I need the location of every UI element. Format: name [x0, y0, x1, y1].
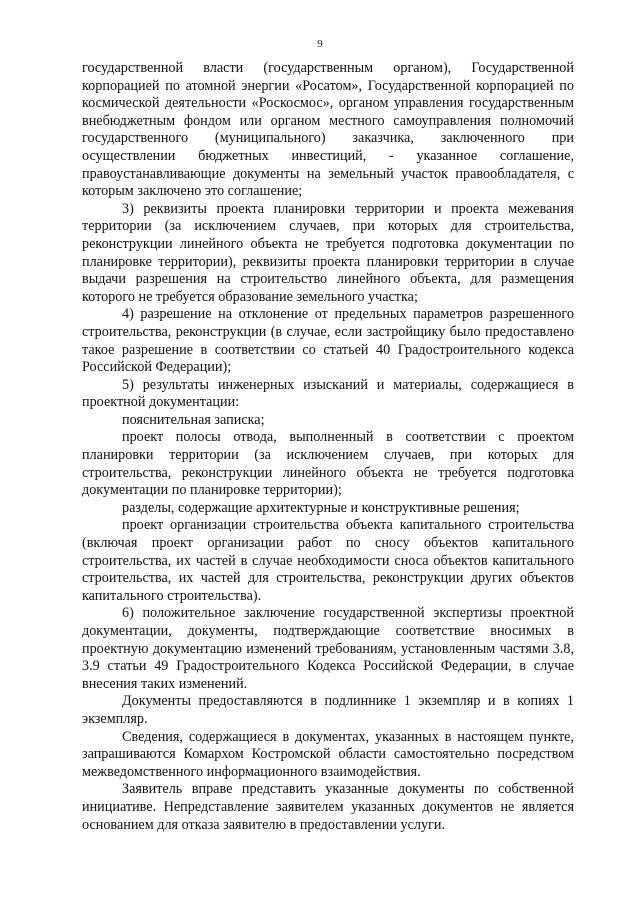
page-number: 9	[317, 38, 323, 50]
paragraph-explanatory-note: пояснительная записка;	[122, 411, 265, 428]
document-body	[82, 60, 574, 834]
paragraph-construction-organization: проект организации строительства объекта капитального строительства (включая проект организации работ по сносу объектов капитального строительства, их частей в случае необходимости сноса объектов капитального строительства, их частей для строительства, реконструкции других объектов капитального строительства).	[82, 517, 574, 604]
paragraph-applicant-initiative: Заявитель вправе представить указанные документы по собственной инициативе. Непредставление заявителем указанных документов не является основанием для отказа заявителю в предоставлении услуги.	[82, 781, 574, 833]
paragraph-architectural-sections: разделы, содержащие архитектурные и конструктивные решения;	[122, 499, 520, 516]
paragraph-item-3: 3) реквизиты проекта планировки территории и проекта межевания территории (за исключением случаев, при которых для строительства, реконструкции линейного объекта не требуется подготовка документации по планировке территории), реквизиты проекта планировки территории в случае выдачи разрешения на строительство линейного объекта, для размещения которого не требуется образование земельного участка;	[82, 200, 574, 305]
paragraph-right-of-way-project: проект полосы отвода, выполненный в соответствии с проектом планировки территории (за исключением случаев, при которых для строительства, реконструкции линейного объекта не требуется подготовка документации по планировке территории);	[82, 429, 574, 499]
paragraph-interagency-request: Сведения, содержащиеся в документах, указанных в настоящем пункте, запрашиваются Комархом Костромской области самостоятельно посредством межведомственного информационного взаимодействия.	[82, 728, 574, 780]
paragraph-continuation: государственной власти (государственным органом), Государственной корпорацией по атомной энергии «Росатом», Государственной корпорацией по космической деятельности «Роскосмос», органом управления государственным внебюджетным фондом или органом местного самоуправления полномочий государственного (муниципального) заказчика, заключенного при осуществлении бюджетных инвестиций, - указанное соглашение, правоустанавливающие документы на земельный участок правообладателя, с которым заключено это соглашение;	[82, 60, 574, 200]
paragraph-item-6: 6) положительное заключение государственной экспертизы проектной документации, документы, подтверждающие соответствие вносимых в проектную документацию изменений требованиям, установленным частями 3.8, 3.9 статьи 49 Градостроительного Кодекса Российской Федерации, в случае внесения таких изменений.	[82, 605, 574, 692]
paragraph-item-5: 5) результаты инженерных изысканий и материалы, содержащиеся в проектной документации:	[82, 376, 574, 411]
paragraph-item-4: 4) разрешение на отклонение от предельных параметров разрешенного строительства, реконструкции (в случае, если застройщику было предоставлено такое разрешение в соответствии со статьей 40 Градостроительного кодекса Российской Федерации);	[82, 306, 574, 376]
paragraph-copies: Документы предоставляются в подлиннике 1 экземпляр и в копиях 1 экземпляр.	[82, 693, 574, 727]
